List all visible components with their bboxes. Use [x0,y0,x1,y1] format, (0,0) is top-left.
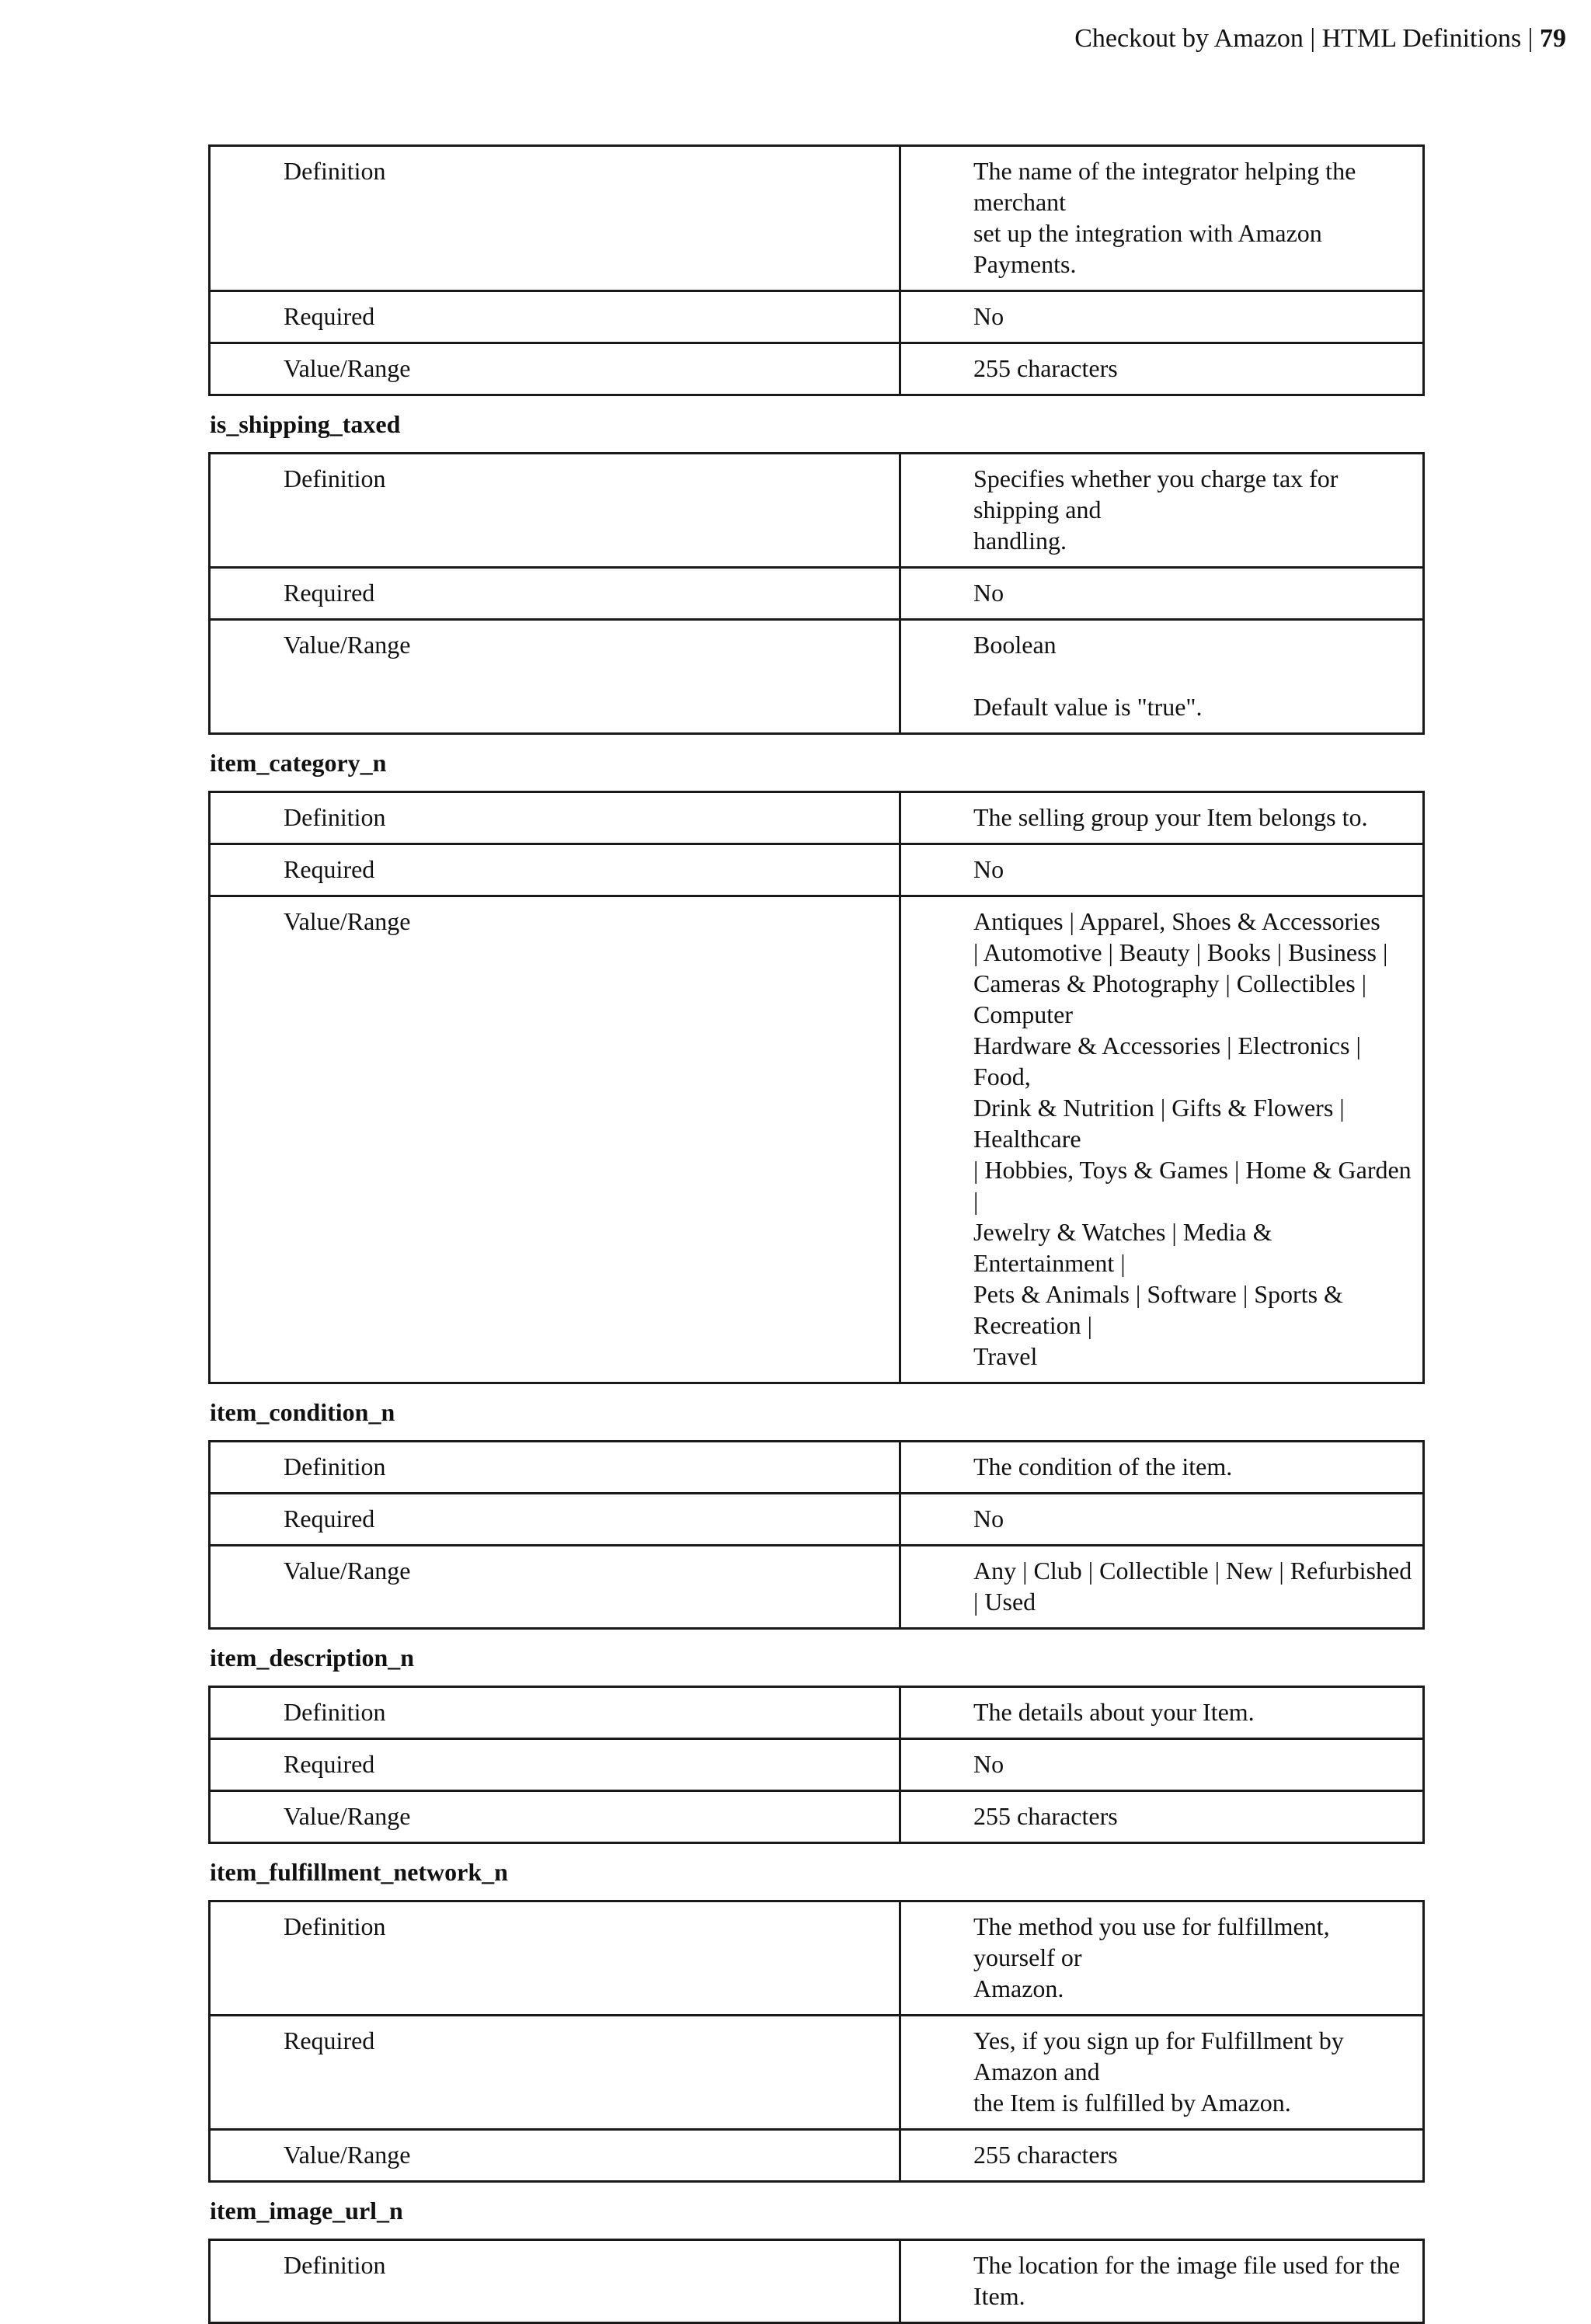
table-row [210,454,1424,568]
value-text-line: Antiques | Apparel, Shoes & Accessories [973,907,1380,935]
definition-section [208,1397,1425,1630]
value-text-line: Pets & Animals | Software | Sports & Recreation | [973,1280,1343,1339]
definition-table [208,2239,1425,2324]
attribute-name-heading: item_category_n [210,749,387,777]
row-label: Value/Range [210,896,900,1383]
definition-section [208,1642,1425,1844]
value-text-line: 255 characters [973,1802,1118,1830]
table-row [210,2240,1424,2323]
table-row [210,1739,1424,1791]
table-row [210,568,1424,620]
definition-table [208,1440,1425,1630]
row-value [900,2016,1424,2130]
value-text-line: | Hobbies, Toys & Games | Home & Garden | [973,1156,1412,1215]
row-value [900,896,1424,1383]
row-value [900,1546,1424,1629]
definition-table [208,1900,1425,2183]
row-label: Definition [210,1687,900,1739]
row-label: Definition [210,1901,900,2016]
value-text-line: No [973,1750,1004,1778]
row-value [900,1494,1424,1546]
value-text-line: No [973,302,1004,330]
row-value [900,620,1424,734]
table-row [210,2016,1424,2130]
table-row [210,620,1424,734]
value-text-line: Boolean [973,631,1057,659]
attribute-name-heading: item_description_n [210,1644,415,1672]
value-text-line: No [973,579,1004,607]
row-label: Required [210,1739,900,1791]
row-value [900,2130,1424,2182]
table-row [210,844,1424,896]
value-text-line: Any | Club | Collectible | New | Refurbished | Used [973,1557,1412,1616]
value-text-line: Default value is "true". [973,693,1203,721]
value-text-line: Hardware & Accessories | Electronics | Food, [973,1032,1361,1091]
row-value [900,1791,1424,1843]
value-text-line: The name of the integrator helping the merchant [973,157,1356,216]
value-text-line: The details about your Item. [973,1698,1255,1726]
value-text-line: Specifies whether you charge tax for shipping and [973,464,1339,524]
row-label: Required [210,568,900,620]
table-row [210,1901,1424,2016]
row-label: Value/Range [210,1546,900,1629]
definition-section [208,409,1425,735]
value-text-line: Travel [973,1342,1038,1370]
row-value [900,1739,1424,1791]
row-label: Definition [210,2240,900,2323]
row-label: Definition [210,1442,900,1494]
value-blank-line [973,660,1415,691]
row-value [900,844,1424,896]
value-text-line: the Item is fulfilled by Amazon. [973,2089,1291,2117]
definition-section [208,747,1425,1384]
page-header [1074,22,1566,56]
row-value [900,1442,1424,1494]
row-label: Value/Range [210,2130,900,2182]
row-value [900,146,1424,291]
row-value [900,568,1424,620]
value-text-line: 255 characters [973,2141,1118,2169]
header-title: Checkout by Amazon | HTML Definitions | [1074,24,1540,53]
row-value [900,1687,1424,1739]
row-label: Required [210,2016,900,2130]
row-label: Definition [210,792,900,844]
table-row [210,896,1424,1383]
value-text-line: The location for the image file used for the Item. [973,2251,1401,2310]
value-text-line: Cameras & Photography | Collectibles | Computer [973,969,1367,1028]
row-label: Required [210,291,900,343]
definition-section [208,2195,1425,2324]
table-row [210,1442,1424,1494]
table-row [210,1546,1424,1629]
row-label: Definition [210,146,900,291]
definition-table [208,791,1425,1384]
row-value [900,2240,1424,2323]
attribute-name-heading: item_image_url_n [210,2197,403,2225]
row-value [900,454,1424,568]
definition-table [208,1686,1425,1844]
value-text-line: | Automotive | Beauty | Books | Business | [973,938,1388,966]
table-row [210,343,1424,395]
row-value [900,1901,1424,2016]
row-value [900,291,1424,343]
page-number: 79 [1540,24,1566,53]
attribute-name-heading: item_fulfillment_network_n [210,1858,508,1886]
value-text-line: Amazon. [973,1974,1064,2002]
value-text-line: Jewelry & Watches | Media & Entertainment | [973,1218,1272,1277]
row-value [900,792,1424,844]
table-row [210,1791,1424,1843]
definition-table [208,144,1425,396]
table-row [210,291,1424,343]
definition-section [208,1856,1425,2183]
value-text-line: The selling group your Item belongs to. [973,803,1368,831]
row-label: Value/Range [210,1791,900,1843]
value-text-line: No [973,855,1004,883]
value-text-line: handling. [973,527,1067,555]
definition-table [208,452,1425,735]
table-row [210,1687,1424,1739]
table-row [210,792,1424,844]
row-label: Required [210,844,900,896]
row-value [900,343,1424,395]
row-label: Value/Range [210,620,900,734]
value-text-line: set up the integration with Amazon Payments. [973,219,1322,278]
value-text-line: The condition of the item. [973,1452,1233,1480]
attribute-name-heading: item_condition_n [210,1398,395,1426]
table-row [210,2130,1424,2182]
value-text-line: 255 characters [973,354,1118,382]
row-label: Value/Range [210,343,900,395]
row-label: Required [210,1494,900,1546]
value-text-line: Drink & Nutrition | Gifts & Flowers | Healthcare [973,1094,1345,1153]
table-row [210,1494,1424,1546]
row-label: Definition [210,454,900,568]
attribute-name-heading: is_shipping_taxed [210,410,401,438]
document-body [208,144,1425,2324]
value-text-line: No [973,1505,1004,1533]
definition-section [208,144,1425,396]
value-text-line: Yes, if you sign up for Fulfillment by Amazon and [973,2027,1344,2086]
value-text-line: The method you use for fulfillment, yourself or [973,1912,1330,1971]
table-row [210,146,1424,291]
